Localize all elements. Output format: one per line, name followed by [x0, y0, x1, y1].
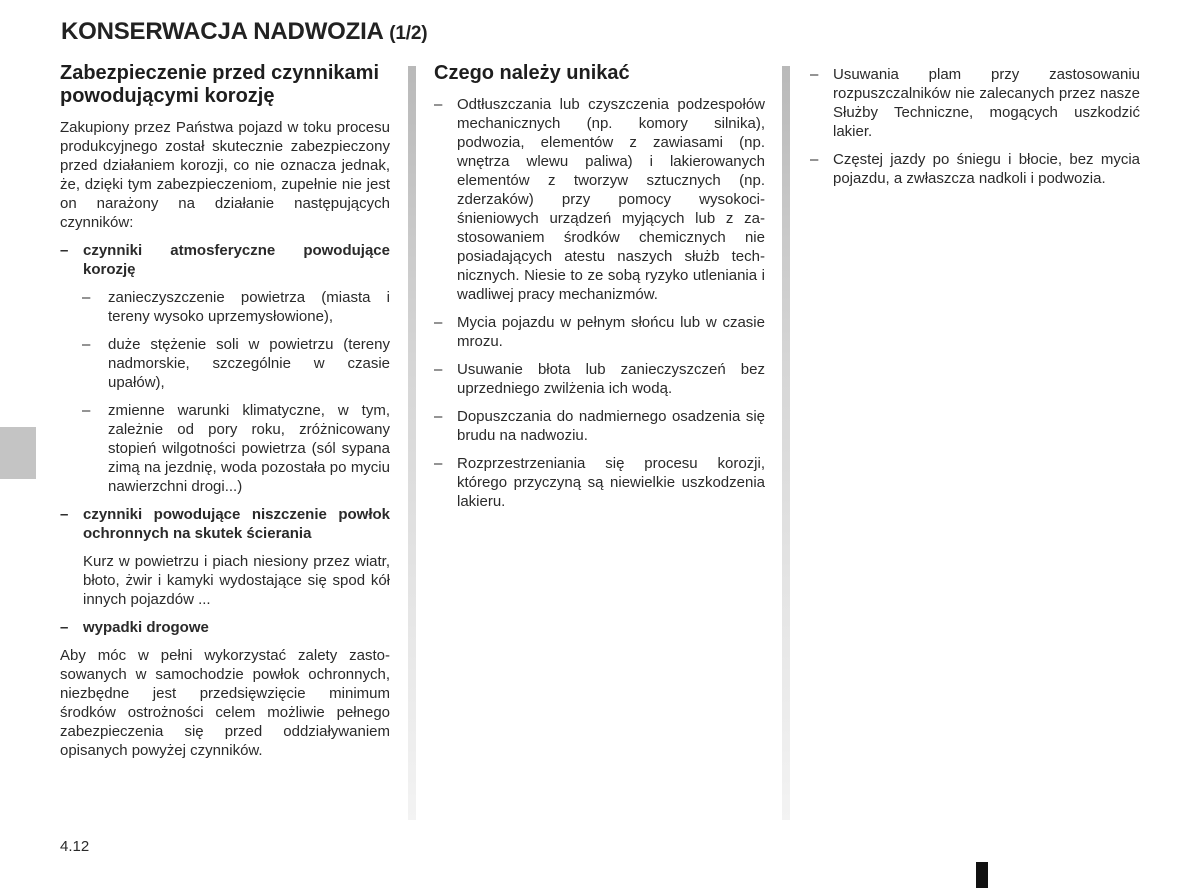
sub-item-text: duże stężenie soli w powietrzu (tereny nadmorskie, szczególnie w czasie upałów), [108, 336, 390, 391]
dash: – [434, 408, 443, 425]
page-title-part: (1/2) [389, 23, 428, 44]
sub-item-text: zmienne warunki klimatyczne, w tym, zależnie od pory roku, zróżnicowany stopień wilgotności powietrza (sól sypana zimą na jezdnię, woda pozostała po myciu nawierzchni drogi...) [108, 402, 390, 495]
section-heading-corrosion: Zabezpieczenie przed czynnikami powodującymi korozję [60, 62, 379, 107]
dash: – [434, 361, 443, 378]
list-item-text: Dopuszczania do nadmiernego osadzenia się brudu na nadwoziu. [457, 408, 765, 444]
factor-label: wypadki drogowe [83, 619, 209, 636]
dash: – [60, 242, 69, 259]
dash: – [810, 151, 819, 168]
page-title [61, 18, 427, 46]
list-item-text: Usuwanie błota lub zanieczyszczeń bez uprzedniego zwilżenia ich wodą. [457, 361, 765, 397]
list-item [434, 313, 765, 351]
list-item [434, 407, 765, 445]
chapter-tab [0, 427, 36, 479]
dash: – [434, 455, 443, 472]
list-item-text: Odtłuszczania lub czyszczenia podzespołów mechanicznych (np. komory silnika), podwozia, elementów z zawiasami (np. wnętrza wlewu paliwa) i lakierowanych elementów z tworzyw sztucznych (np. zderzaków) przy pomocy wysokociśnieniowych urządzeń myjących lub z zastosowaniem środków chemicznych nie posiadających atestu naszych służb technicznych. Niesie to ze sobą ryzyko utleniania i wadliwej pracy mechanizmów. [457, 96, 765, 303]
intro-paragraph: Zakupiony przez Państwa pojazd w toku procesu produkcyjnego został skutecznie zabezpieczony przed działaniem korozji, co nie oznacza jednak, że, dzięki tym zabezpieczeniom, zupełnie nie jest on narażony na działanie następujących czynników: [60, 119, 390, 231]
page-number: 4.12 [60, 838, 90, 855]
sub-item [60, 401, 390, 496]
sub-item [60, 288, 390, 326]
factor-item [60, 241, 390, 279]
factor-item [60, 618, 390, 637]
page-edge-marker [976, 862, 988, 888]
list-item [434, 95, 765, 304]
factor-item [60, 505, 390, 543]
factor-label: czynniki powodujące niszczenie powłok ochronnych na skutek ścierania [83, 506, 390, 542]
sub-item-text: zanieczyszczenie powietrza (miasta i tereny wysoko uprzemysłowione), [108, 289, 390, 325]
list-item [810, 150, 1140, 188]
page-title-text: KONSERWACJA NADWOZIA [61, 18, 383, 45]
list-item [810, 65, 1140, 141]
list-item-text: Częstej jazdy po śniegu i błocie, bez mycia pojazdu, a zwłaszcza nadkoli i podwozia. [833, 151, 1140, 187]
list-item-text: Mycia pojazdu w pełnym słońcu lub w czasie mrozu. [457, 314, 765, 350]
column-middle [434, 62, 765, 520]
list-item-text: Usuwania plam przy zastosowaniu rozpuszczalników nie zalecanych przez nasze Służby Techniczne, mogących uszkodzić lakier. [833, 66, 1140, 140]
dash: – [434, 96, 443, 113]
list-item [434, 360, 765, 398]
outro-paragraph: Aby móc w pełni wykorzystać zalety zastosowanych w samochodzie powłok ochronnych, niezbędne jest przedsięwzięcie minimum środków ostrożności celem możliwie pełnego zabezpieczenia się przed oddziaływaniem opisanych powyżej czynników. [60, 647, 390, 759]
dash: – [60, 619, 69, 636]
dash: – [60, 506, 69, 523]
factor-label: czynniki atmosferyczne powodujące korozję [83, 242, 390, 278]
dash: – [82, 402, 91, 419]
list-item [434, 454, 765, 511]
sub-item [60, 335, 390, 392]
factor-description: Kurz w powietrzu i piach niesiony przez wiatr, błoto, żwir i kamyki wydostające się spod kół innych pojazdów ... [83, 553, 390, 608]
column-left [60, 62, 390, 769]
dash: – [434, 314, 443, 331]
dash: – [82, 336, 91, 353]
column-divider [782, 66, 790, 820]
dash: – [82, 289, 91, 306]
list-item-text: Rozprzestrzeniania się procesu korozji, którego przyczyną są niewielkie uszkodzenia lakieru. [457, 455, 765, 510]
section-heading-avoid: Czego należy unikać [434, 62, 630, 84]
dash: – [810, 66, 819, 83]
column-right [810, 65, 1140, 197]
column-divider [408, 66, 416, 820]
